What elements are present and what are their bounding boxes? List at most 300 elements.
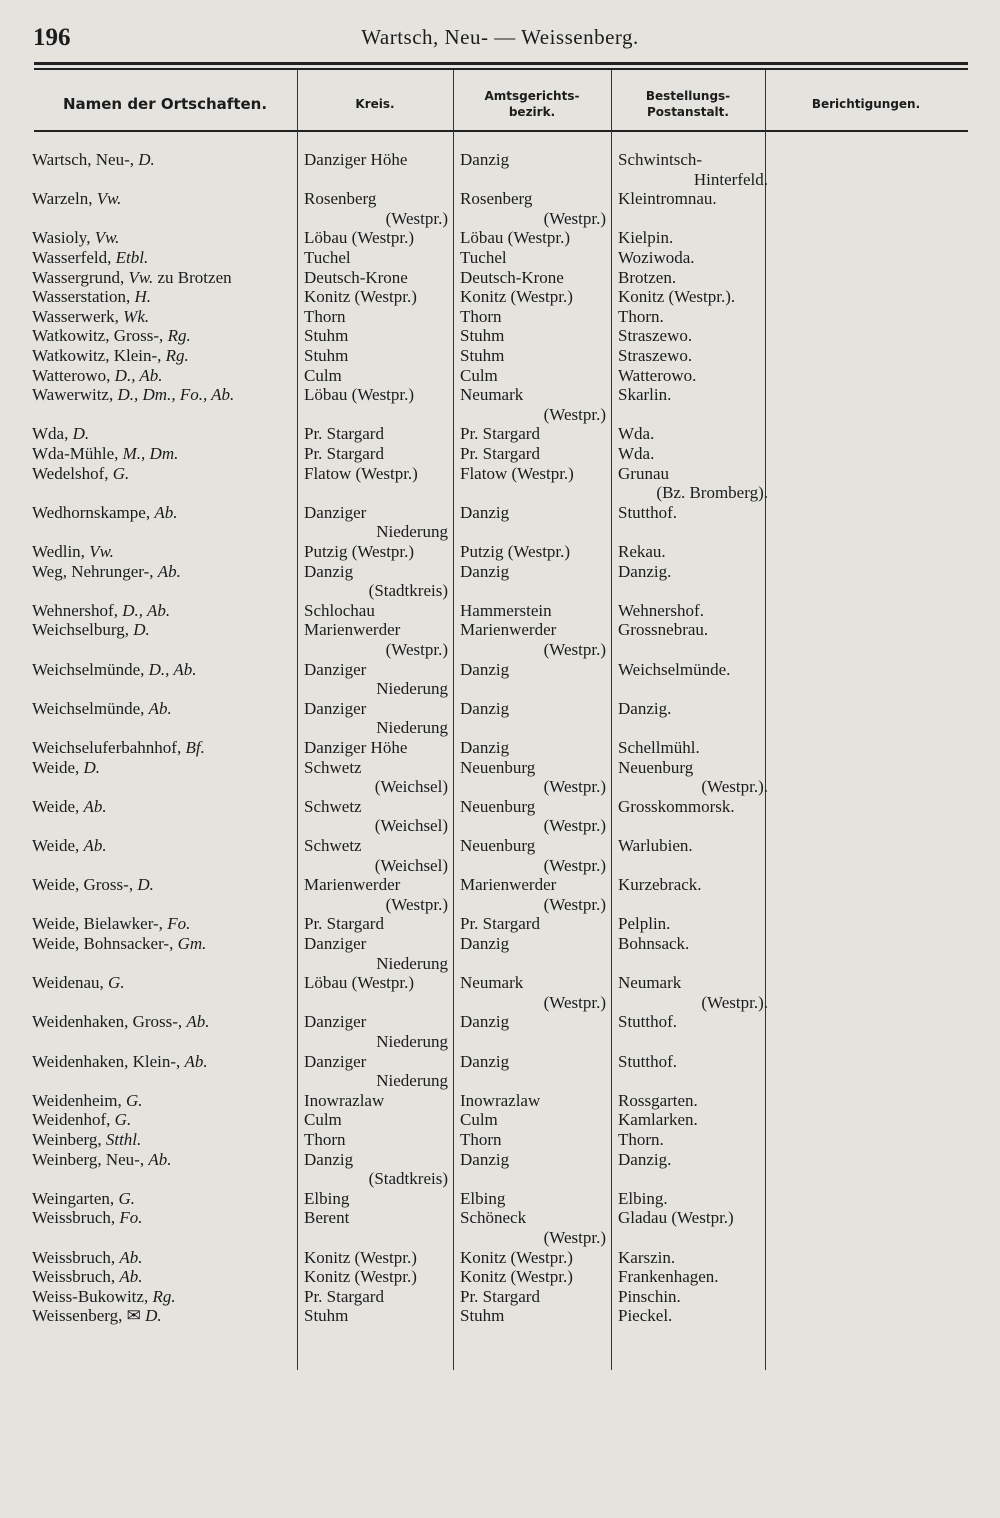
place-type-abbrev: G. xyxy=(126,1090,143,1110)
kreis-cell-line: Niederung xyxy=(376,1031,448,1051)
amtsgericht-cell xyxy=(460,934,606,954)
kreis-cell xyxy=(304,758,448,797)
place-type-abbrev: Ab. xyxy=(157,561,181,581)
kreis-cell xyxy=(304,934,448,973)
place-name xyxy=(32,346,294,366)
place-name xyxy=(32,464,294,484)
column-header-berichtigungen: Berichtigungen. xyxy=(811,97,921,111)
place-type-abbrev: D., Ab. xyxy=(122,600,171,620)
postanstalt-cell-line: Pinschin. xyxy=(618,1286,681,1306)
place-type-abbrev: Ab. xyxy=(154,502,178,522)
amtsgericht-cell xyxy=(460,542,606,562)
place-name xyxy=(32,562,294,582)
place-type-abbrev: Fo. xyxy=(167,914,191,934)
postanstalt-cell xyxy=(618,934,768,954)
amtsgericht-cell-line: (Westpr.) xyxy=(543,404,606,424)
postanstalt-cell xyxy=(618,620,768,640)
column-header-names: Namen der Ortschaften. xyxy=(62,95,268,113)
amtsgericht-cell xyxy=(460,346,606,366)
postanstalt-cell-line: Karszin. xyxy=(618,1247,676,1267)
place-name-text: Weinberg, xyxy=(32,1130,106,1149)
place-type-abbrev: D., Dm., Fo., Ab. xyxy=(117,385,235,405)
amtsgericht-cell-line: Thorn xyxy=(460,306,502,326)
amtsgericht-cell-line: Culm xyxy=(460,1110,498,1130)
kreis-cell-line: Löbau (Westpr.) xyxy=(304,973,415,993)
place-type-abbrev: D. xyxy=(83,757,101,777)
postanstalt-cell-line: Elbing. xyxy=(618,1188,668,1208)
postanstalt-cell xyxy=(618,307,768,327)
postanstalt-cell-line: Neuenburg xyxy=(618,757,694,777)
kreis-cell-line: (Weichsel) xyxy=(374,816,448,836)
kreis-cell-line: Schwetz xyxy=(304,796,362,816)
place-type-abbrev: Vw. xyxy=(128,267,154,287)
kreis-cell-line: Thorn xyxy=(304,306,346,326)
kreis-cell xyxy=(304,699,448,738)
amtsgericht-cell-line: Danzig xyxy=(460,934,510,953)
place-name xyxy=(32,268,294,288)
postanstalt-cell-line: Wda. xyxy=(618,444,655,463)
postanstalt-cell-line: Pelplin. xyxy=(618,914,671,934)
kreis-cell-line: Tuchel xyxy=(304,248,351,267)
amtsgericht-cell xyxy=(460,326,606,346)
kreis-cell-line: Konitz (Westpr.) xyxy=(304,1267,417,1287)
kreis-cell-line: Putzig (Westpr.) xyxy=(304,542,415,561)
place-type-abbrev: M., Dm. xyxy=(122,444,179,463)
amtsgericht-cell-line: Danzig xyxy=(460,1149,510,1169)
postanstalt-cell xyxy=(618,385,768,405)
amtsgericht-cell xyxy=(460,1150,606,1170)
place-name-text: Weingarten, xyxy=(32,1188,119,1208)
amtsgericht-cell-line: (Westpr.) xyxy=(543,1227,606,1247)
kreis-cell xyxy=(304,875,448,914)
postanstalt-cell xyxy=(618,914,768,934)
place-name-text: Wedlin, xyxy=(32,542,90,561)
postanstalt-cell-line: Hinterfeld. xyxy=(693,169,768,189)
amtsgericht-cell-line: Danzig xyxy=(460,1012,510,1032)
amtsgericht-cell-line: Neuenburg xyxy=(460,796,536,816)
kreis-cell-line: Stuhm xyxy=(304,326,349,346)
kreis-cell-line: Pr. Stargard xyxy=(304,424,384,444)
page-number: 196 xyxy=(33,24,71,51)
kreis-cell-line: Danzig xyxy=(304,561,354,581)
amtsgericht-cell xyxy=(460,1306,606,1326)
amtsgericht-cell xyxy=(460,1130,606,1150)
postanstalt-cell-line: Stutthof. xyxy=(618,1012,678,1032)
postanstalt-cell-line: Skarlin. xyxy=(618,385,672,405)
postanstalt-cell xyxy=(618,660,768,680)
amtsgericht-cell xyxy=(460,1091,606,1111)
place-name-text: Wassergrund, xyxy=(32,267,129,287)
place-name-text: Wasserwerk, xyxy=(32,306,124,326)
postanstalt-cell xyxy=(618,1208,768,1228)
kreis-cell-line: Danziger xyxy=(304,934,367,953)
place-type-abbrev: Ab. xyxy=(148,1149,172,1169)
postanstalt-cell-line: Schwintsch- xyxy=(618,150,703,169)
place-name xyxy=(32,150,294,170)
amtsgericht-cell-line: Danzig xyxy=(460,698,510,718)
amtsgericht-cell-line: Deutsch-Krone xyxy=(460,267,564,287)
top-rule-thick xyxy=(34,62,968,65)
place-name-text: Weichseluferbahnhof, xyxy=(32,738,186,757)
postanstalt-cell xyxy=(618,1306,768,1326)
place-type-abbrev: Bf. xyxy=(185,738,205,757)
place-name xyxy=(32,1267,294,1287)
place-type-abbrev: Vw. xyxy=(94,228,120,248)
running-title: Wartsch, Neu- — Weissenberg. xyxy=(361,25,639,49)
kreis-cell-line: (Westpr.) xyxy=(385,639,448,659)
amtsgericht-cell xyxy=(460,601,606,621)
kreis-cell xyxy=(304,1150,448,1189)
postanstalt-cell xyxy=(618,1248,768,1268)
postanstalt-cell-line: Rekau. xyxy=(618,542,666,561)
postanstalt-cell xyxy=(618,444,768,464)
postanstalt-cell xyxy=(618,1189,768,1209)
postanstalt-cell xyxy=(618,836,768,856)
amtsgericht-cell xyxy=(460,1189,606,1209)
postanstalt-cell xyxy=(618,150,768,189)
amtsgericht-cell-line: Marienwerder xyxy=(460,620,557,640)
place-type-abbrev: Stthl. xyxy=(105,1130,142,1149)
place-name-text: Wehnershof, xyxy=(32,600,123,620)
place-name-text: Wawerwitz, xyxy=(32,385,118,405)
amtsgericht-cell-line: Löbau (Westpr.) xyxy=(460,228,571,248)
postanstalt-cell xyxy=(618,738,768,758)
place-name xyxy=(32,620,294,640)
kreis-cell xyxy=(304,464,448,484)
place-name xyxy=(32,934,294,954)
kreis-cell-line: Culm xyxy=(304,1110,342,1130)
kreis-cell xyxy=(304,542,448,562)
place-type-abbrev: D. xyxy=(138,150,155,169)
place-name xyxy=(32,875,294,895)
amtsgericht-cell-line: Tuchel xyxy=(460,248,507,267)
place-name-text: Weide, xyxy=(32,836,84,855)
kreis-cell xyxy=(304,1130,448,1150)
amtsgericht-cell-line: Konitz (Westpr.) xyxy=(460,1247,573,1267)
place-name-text: Wda-Mühle, xyxy=(32,444,123,463)
postanstalt-cell-line: Warlubien. xyxy=(618,836,693,855)
place-name xyxy=(32,542,294,562)
kreis-cell xyxy=(304,228,448,248)
amtsgericht-cell-line: Pr. Stargard xyxy=(460,914,540,934)
amtsgericht-cell-line: Neumark xyxy=(460,385,524,405)
kreis-cell-line: Schlochau xyxy=(304,600,375,620)
amtsgericht-cell xyxy=(460,562,606,582)
place-name-text: Watkowitz, Klein-, xyxy=(32,346,166,365)
place-name-text: Weidenhaken, Klein-, xyxy=(32,1051,185,1071)
place-type-abbrev: G. xyxy=(112,463,130,483)
column-divider xyxy=(297,70,298,1370)
place-name xyxy=(32,1130,294,1150)
kreis-cell xyxy=(304,1287,448,1307)
kreis-cell-line: (Westpr.) xyxy=(385,894,448,914)
kreis-cell xyxy=(304,1208,448,1228)
place-name-text: Weidenhaken, Gross-, xyxy=(32,1012,187,1032)
place-name-text: Weissenberg, ✉ xyxy=(32,1306,146,1326)
place-name-text: Weissbruch, xyxy=(32,1247,120,1267)
place-type-abbrev: Ab. xyxy=(119,1267,143,1287)
place-name-text: Wasserfeld, xyxy=(32,248,116,267)
kreis-cell-line: Flatow (Westpr.) xyxy=(304,463,418,483)
kreis-cell-line: Niederung xyxy=(376,1071,448,1091)
amtsgericht-cell-line: Neuenburg xyxy=(460,836,536,855)
place-name-text: Wasserstation, xyxy=(32,287,135,307)
kreis-cell-line: (Stadtkreis) xyxy=(368,1169,448,1189)
postanstalt-cell-line: Stutthof. xyxy=(618,502,678,522)
postanstalt-cell-line: (Westpr.). xyxy=(701,777,768,797)
amtsgericht-cell xyxy=(460,424,606,444)
amtsgericht-cell xyxy=(460,1052,606,1072)
postanstalt-cell-line: Brotzen. xyxy=(618,267,677,287)
amtsgericht-cell-line: Danzig xyxy=(460,1051,510,1071)
place-type-abbrev: Ab. xyxy=(148,698,172,718)
kreis-cell-line: Niederung xyxy=(376,718,448,738)
place-name-text: Weichselburg, xyxy=(32,620,134,640)
amtsgericht-cell-line: Thorn xyxy=(460,1130,502,1149)
place-type-abbrev: G. xyxy=(114,1110,132,1130)
kreis-cell-line: Danziger Höhe xyxy=(304,150,408,169)
kreis-cell-line: Danziger xyxy=(304,1012,367,1032)
postanstalt-cell xyxy=(618,1287,768,1307)
place-name-text: Weide, Bohnsacker-, xyxy=(32,934,178,953)
place-name-text: Wasioly, xyxy=(32,228,95,248)
place-name-text: Weide, xyxy=(32,796,84,816)
postanstalt-cell-line: (Westpr.). xyxy=(701,992,768,1012)
postanstalt-cell xyxy=(618,248,768,268)
place-name-text: Weide, xyxy=(32,757,84,777)
kreis-cell-line: Culm xyxy=(304,365,342,385)
postanstalt-cell-line: Grunau xyxy=(618,463,669,483)
place-name xyxy=(32,973,294,993)
amtsgericht-cell-line: (Westpr.) xyxy=(543,992,606,1012)
postanstalt-cell-line: Frankenhagen. xyxy=(618,1267,719,1287)
place-name xyxy=(32,797,294,817)
place-type-abbrev: G. xyxy=(108,973,125,993)
place-type-abbrev: Wk. xyxy=(123,306,150,326)
kreis-cell xyxy=(304,914,448,934)
kreis-cell xyxy=(304,738,448,758)
place-name-text: Weidenheim, xyxy=(32,1090,126,1110)
amtsgericht-cell xyxy=(460,699,606,719)
postanstalt-cell xyxy=(618,1110,768,1130)
postanstalt-cell-line: Grosskommorsk. xyxy=(618,796,735,816)
amtsgericht-cell-line: (Westpr.) xyxy=(543,777,606,797)
place-name-text: Weidenhof, xyxy=(32,1110,115,1130)
postanstalt-cell xyxy=(618,542,768,562)
postanstalt-cell xyxy=(618,1150,768,1170)
kreis-cell xyxy=(304,601,448,621)
place-name xyxy=(32,248,294,268)
place-name xyxy=(32,385,294,405)
place-name xyxy=(32,326,294,346)
postanstalt-cell-line: Straszewo. xyxy=(618,326,693,346)
amtsgericht-cell xyxy=(460,228,606,248)
postanstalt-cell xyxy=(618,797,768,817)
place-name xyxy=(32,287,294,307)
place-type-abbrev: H. xyxy=(134,287,152,307)
amtsgericht-cell xyxy=(460,1287,606,1307)
postanstalt-cell xyxy=(618,758,768,797)
place-name-text: Weinberg, Neu-, xyxy=(32,1149,149,1169)
postanstalt-cell xyxy=(618,464,768,503)
amtsgericht-cell xyxy=(460,150,606,170)
place-name-text: Wda, xyxy=(32,424,73,444)
place-name-text: Wedhornskampe, xyxy=(32,502,155,522)
postanstalt-cell-line: Wda. xyxy=(618,424,655,444)
column-header-kreis: Kreis. xyxy=(355,97,395,111)
postanstalt-cell xyxy=(618,562,768,582)
place-type-abbrev: D., Ab. xyxy=(148,659,197,679)
postanstalt-cell-line: Neumark xyxy=(618,973,682,993)
kreis-cell-line: Inowrazlaw xyxy=(304,1090,385,1110)
postanstalt-cell-line: Rossgarten. xyxy=(618,1090,698,1110)
place-name-text: Weiss-Bukowitz, xyxy=(32,1286,153,1306)
amtsgericht-cell-line: Neumark xyxy=(460,973,524,993)
kreis-cell-line: Marienwerder xyxy=(304,620,401,640)
amtsgericht-cell xyxy=(460,1110,606,1130)
place-name-text: Weide, Bielawker-, xyxy=(32,914,168,934)
postanstalt-cell-line: Bohnsack. xyxy=(618,934,690,953)
kreis-cell xyxy=(304,1012,448,1051)
amtsgericht-cell-line: Pr. Stargard xyxy=(460,424,540,444)
amtsgericht-cell xyxy=(460,385,606,424)
postanstalt-cell-line: Weichselmünde. xyxy=(618,659,731,679)
amtsgericht-cell-line: Flatow (Westpr.) xyxy=(460,463,574,483)
amtsgericht-cell-line: (Westpr.) xyxy=(543,816,606,836)
kreis-cell-line: Berent xyxy=(304,1208,350,1228)
kreis-cell xyxy=(304,307,448,327)
kreis-cell xyxy=(304,385,448,405)
place-type-abbrev: Ab. xyxy=(186,1012,210,1032)
postanstalt-cell xyxy=(618,1130,768,1150)
amtsgericht-cell-line: Danzig xyxy=(460,502,510,522)
postanstalt-cell-line: Danzig. xyxy=(618,1149,672,1169)
postanstalt-cell-line: Woziwoda. xyxy=(618,248,695,267)
place-name xyxy=(32,1287,294,1307)
amtsgericht-cell xyxy=(460,660,606,680)
postanstalt-cell xyxy=(618,503,768,523)
postanstalt-cell xyxy=(618,1012,768,1032)
amtsgericht-cell xyxy=(460,287,606,307)
place-name xyxy=(32,1150,294,1170)
place-name xyxy=(32,1110,294,1130)
kreis-cell xyxy=(304,424,448,444)
amtsgericht-cell-line: Stuhm xyxy=(460,326,505,346)
postanstalt-cell xyxy=(618,1052,768,1072)
kreis-cell xyxy=(304,189,448,228)
amtsgericht-cell xyxy=(460,836,606,875)
kreis-cell xyxy=(304,562,448,601)
place-type-abbrev: Ab. xyxy=(119,1247,143,1267)
place-name xyxy=(32,914,294,934)
amtsgericht-cell xyxy=(460,1208,606,1247)
column-divider xyxy=(611,70,612,1370)
amtsgericht-cell xyxy=(460,248,606,268)
kreis-cell xyxy=(304,836,448,875)
postanstalt-cell-line: Straszewo. xyxy=(618,346,693,365)
place-name xyxy=(32,189,294,209)
postanstalt-cell-line: (Bz. Bromberg). xyxy=(656,483,768,503)
amtsgericht-cell-line: Pr. Stargard xyxy=(460,444,540,463)
place-type-abbrev: Ab. xyxy=(184,1051,208,1071)
kreis-cell-line: Danziger xyxy=(304,698,367,718)
place-name xyxy=(32,738,294,758)
postanstalt-cell xyxy=(618,1267,768,1287)
amtsgericht-cell-line: Culm xyxy=(460,365,498,385)
amtsgericht-cell-line: Stuhm xyxy=(460,1306,505,1326)
amtsgericht-cell xyxy=(460,503,606,523)
postanstalt-cell xyxy=(618,699,768,719)
amtsgericht-cell xyxy=(460,268,606,288)
kreis-cell xyxy=(304,150,448,170)
postanstalt-cell-line: Danzig. xyxy=(618,561,672,581)
kreis-cell-line: Stuhm xyxy=(304,1306,349,1326)
postanstalt-cell xyxy=(618,366,768,386)
amtsgericht-cell-line: (Westpr.) xyxy=(543,208,606,228)
place-name xyxy=(32,836,294,856)
place-name-text: Weidenau, xyxy=(32,973,109,993)
place-name xyxy=(32,228,294,248)
postanstalt-cell xyxy=(618,346,768,366)
postanstalt-cell xyxy=(618,1091,768,1111)
kreis-cell xyxy=(304,248,448,268)
kreis-cell-line: Stuhm xyxy=(304,346,349,365)
postanstalt-cell-line: Danzig. xyxy=(618,698,672,718)
place-type-abbrev: Fo. xyxy=(119,1208,143,1228)
amtsgericht-cell xyxy=(460,914,606,934)
kreis-cell-line: Danzig xyxy=(304,1149,354,1169)
kreis-cell-line: Danziger xyxy=(304,502,367,522)
place-name-text: Weichselmünde, xyxy=(32,659,149,679)
postanstalt-cell-line: Kleintromnau. xyxy=(618,189,717,209)
postanstalt-cell xyxy=(618,268,768,288)
place-type-abbrev: Rg. xyxy=(165,346,189,365)
kreis-cell xyxy=(304,1052,448,1091)
place-type-abbrev: Ab. xyxy=(83,796,107,816)
place-name xyxy=(32,601,294,621)
amtsgericht-cell xyxy=(460,1248,606,1268)
place-type-abbrev: Rg. xyxy=(167,326,191,346)
amtsgericht-cell xyxy=(460,973,606,1012)
amtsgericht-cell-line: Inowrazlaw xyxy=(460,1090,541,1110)
amtsgericht-cell-line: Marienwerder xyxy=(460,875,557,895)
kreis-cell-line: Pr. Stargard xyxy=(304,1286,384,1306)
kreis-cell-line: Elbing xyxy=(304,1188,350,1208)
kreis-cell xyxy=(304,503,448,542)
kreis-cell-line: (Weichsel) xyxy=(374,855,448,875)
amtsgericht-cell-line: Danzig xyxy=(460,738,510,757)
kreis-cell xyxy=(304,1306,448,1326)
place-name xyxy=(32,307,294,327)
place-name xyxy=(32,1012,294,1032)
amtsgericht-cell-line: Danzig xyxy=(460,561,510,581)
postanstalt-cell-line: Kamlarken. xyxy=(618,1110,698,1130)
place-type-abbrev: D., Ab. xyxy=(114,365,163,385)
place-name xyxy=(32,1248,294,1268)
amtsgericht-cell-line: Konitz (Westpr.) xyxy=(460,287,573,307)
place-name xyxy=(32,1091,294,1111)
amtsgericht-cell-line: (Westpr.) xyxy=(543,855,606,875)
place-type-abbrev: Vw. xyxy=(96,189,122,209)
postanstalt-cell-line: Kielpin. xyxy=(618,228,674,248)
kreis-cell-line: Danziger Höhe xyxy=(304,738,408,757)
amtsgericht-cell-line: Pr. Stargard xyxy=(460,1286,540,1306)
place-name-text: Weissbruch, xyxy=(32,1267,120,1287)
kreis-cell xyxy=(304,660,448,699)
place-name xyxy=(32,660,294,680)
kreis-cell xyxy=(304,1267,448,1287)
postanstalt-cell-line: Pieckel. xyxy=(618,1306,673,1326)
